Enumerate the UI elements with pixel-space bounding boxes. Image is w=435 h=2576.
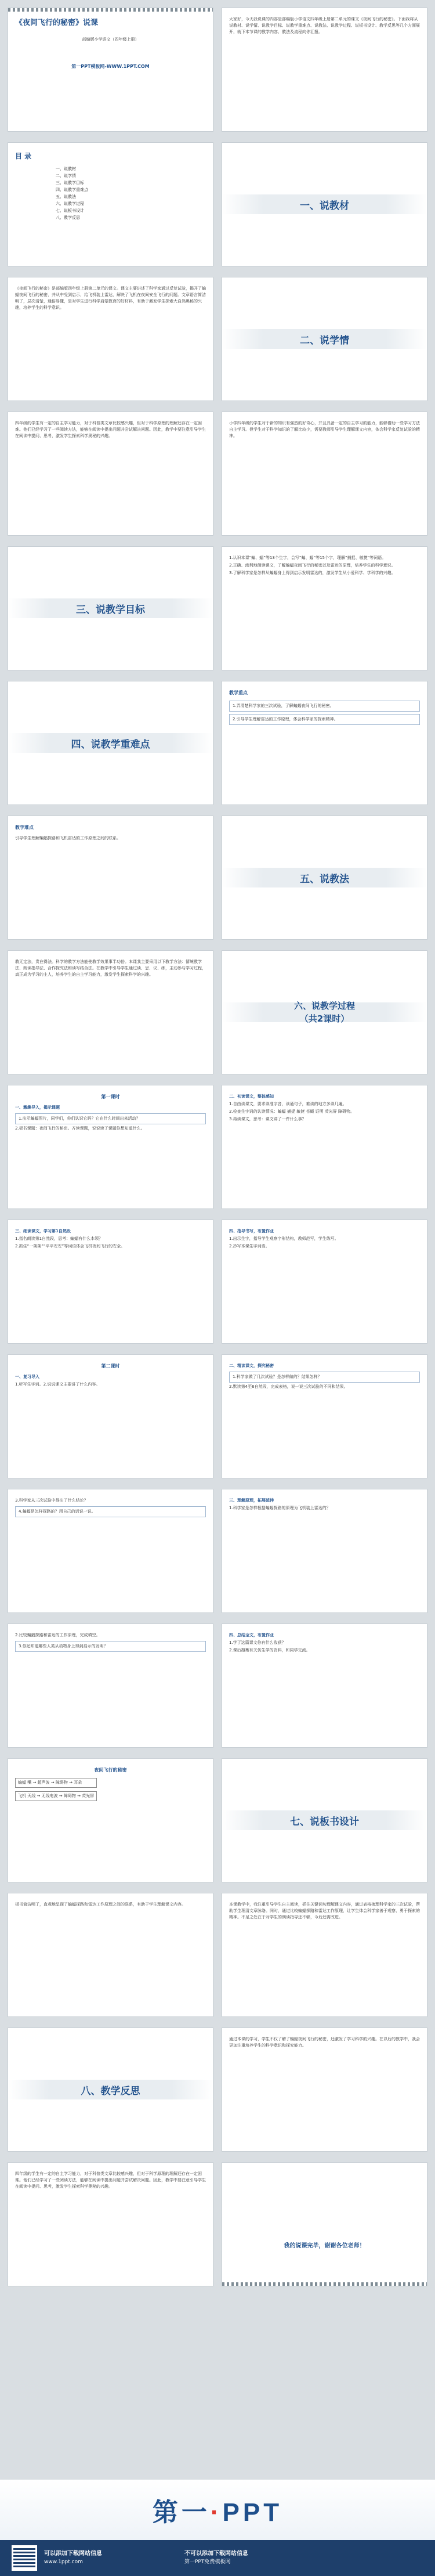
toc-item: 七、说板书设计 xyxy=(56,208,84,213)
slide-section-5 xyxy=(222,816,427,939)
step-text: 1.科学家做了几次试验？是怎样做的？结果怎样？ xyxy=(229,1372,420,1383)
slide-section-4 xyxy=(8,681,213,804)
slide-thanks xyxy=(222,2163,427,2286)
section-title: 四、说教学重难点 xyxy=(71,738,150,751)
slide-study-2 xyxy=(222,412,427,535)
slide-reflect-3 xyxy=(8,2163,213,2286)
slide-grid xyxy=(8,8,427,2286)
step-title: 四、指导书写，布置作业 xyxy=(229,1229,274,1233)
method-text: 教无定法，贵在得法。科学的教学方法能使教学效果事半功倍。本课我主要采用以下教学方法：情境教学法、朗读指导法、合作探究法和读写结合法。在教学中引导学生通过读、思、议、练，主动参与学习过程，真正成为学习的主人，培养学生的自主学习能力，激发学生探索科学的兴趣。 xyxy=(15,959,206,977)
goal-item: 1.认识本课“蝙、蝠”等13个生字，会写“蝙、蝠”等15个字，理解“捕捉、敏捷”等词语。 xyxy=(229,555,386,560)
board-title: 夜间飞行的秘密 xyxy=(94,1767,127,1773)
step-text: 1.出示生字，指导学生观察字形结构，教师范写，学生练写。 xyxy=(229,1236,339,1241)
step-text: 1.科学家是怎样根据蝙蝠探路的原理为飞机装上雷达的？ xyxy=(229,1506,331,1510)
step-title: 三、理解原理，拓展延伸 xyxy=(229,1498,274,1503)
slide-process-8 xyxy=(222,1489,427,1612)
footer-left-sub: www.1ppt.com xyxy=(44,2559,83,2565)
goal-item: 3.了解科学家是怎样从蝙蝠身上得到启示发明雷达的，激发学生从小爱科学、学科学的兴趣。 xyxy=(229,571,396,575)
cover-subtitle: 部编版小学语文（四年级上册） xyxy=(82,37,139,42)
section-title: 五、说教法 xyxy=(300,873,349,885)
qr-code-icon xyxy=(12,2545,37,2571)
difficulty-text: 引导学生理解蝙蝠探路和飞机雷达的工作原理之间的联系。 xyxy=(15,836,121,840)
slide-material xyxy=(8,277,213,401)
step-text: 1.自由读课文，要求读准字音，读通句子，难读的地方多读几遍。 xyxy=(229,1102,347,1106)
slide-section-1 xyxy=(222,143,427,266)
step-text: 2.比较蝙蝠探路和雷达的工作原理，完成填空。 xyxy=(15,1633,100,1637)
slide-section-6 xyxy=(222,951,427,1074)
section-title: 八、教学反思 xyxy=(81,2085,140,2097)
slide-board xyxy=(8,1759,213,1882)
toc-item: 四、说教学重难点 xyxy=(56,187,88,192)
material-text: 《夜间飞行的秘密》是部编版四年级上册第二单元的课文。课文主要讲述了科学家通过反复试验，揭开了蝙蝠夜间飞行的秘密，并从中受到启示，给飞机装上雷达，解决了飞机在夜间安全飞行的问题。文章语言简洁明了，层次清楚，通俗易懂，是对学生进行科学启蒙教育的好材料，有助于激发学生探索大自然奥秘的兴趣，培养学生的科学意识。 xyxy=(15,286,206,310)
step-text: 2.检查生字词的认读情况：蝙蝠 捕捉 敏捷 苍蝇 证明 荧光屏 障碍物。 xyxy=(229,1109,355,1114)
step-text: 1.听写生字词。2.说说课文主要讲了什么内容。 xyxy=(15,1382,100,1387)
step-text: 3.再读课文，思考：课文讲了一件什么事？ xyxy=(229,1117,306,1121)
footer-right-title: 不可以添加下载网站信息 xyxy=(184,2550,248,2557)
board-diagram xyxy=(15,1778,206,1801)
step-title: 一、复习导入 xyxy=(15,1374,39,1379)
slide-process-3 xyxy=(8,1220,213,1343)
brand-logo: 第一·PPT xyxy=(152,2498,283,2527)
cover-site: 第一PPT模板网-WWW.1PPT.COM xyxy=(71,64,150,69)
step-text: 2.板书课题：夜间飞行的秘密。齐读课题，说说读了课题你想知道什么。 xyxy=(15,1126,145,1131)
study-text-2: 小学四年级的学生对于新的知识有强烈的好奇心，并且具备一定的自主学习的能力，能够借助一些学习方法自主学习。但学生对于科学知识的了解比较少，需要教师引导学生理解课文内容，体会科学家反复试验的精神。 xyxy=(229,421,420,438)
toc-item: 三、说教学目标 xyxy=(56,181,84,185)
step-text: 3.你还知道哪些人类从动物身上得到启示的发明？ xyxy=(15,1641,206,1652)
slide-process-7 xyxy=(8,1489,213,1612)
board-line: 蝙蝠 嘴 → 超声波 → 障碍物 → 耳朵 xyxy=(15,1778,97,1788)
step-text: 2.抄写本课生字词语。 xyxy=(229,1244,270,1249)
toc-title: 目 录 xyxy=(15,152,32,160)
section-title: 二、说学情 xyxy=(300,334,349,347)
toc-item: 一、说教材 xyxy=(56,167,76,171)
step-text: 3.科学家从三次试验中得出了什么结论？ xyxy=(15,1498,88,1503)
slide-process-5 xyxy=(8,1355,213,1478)
slide-difficulty xyxy=(8,816,213,939)
section-title: 七、说板书设计 xyxy=(290,1816,359,1828)
step-text: 2.抓住“一架架”“平平安安”等词语体会飞机夜间飞行的安全。 xyxy=(15,1244,125,1249)
footer-left-title: 可以添加下载网站信息 xyxy=(44,2550,102,2557)
section-title: 三、说教学目标 xyxy=(76,604,145,616)
step-text: 1.指名朗读第1自然段，思考：蝙蝠有什么本领？ xyxy=(15,1236,103,1241)
section-title: 六、说教学过程 xyxy=(293,1001,355,1011)
board-text: 板书简洁明了，直观地呈现了蝙蝠探路和雷达工作原理之间的联系，有助于学生理解课文内容。 xyxy=(15,1902,186,1907)
slide-reflect-1 xyxy=(222,1893,427,2016)
step-title: 二、精读课文，探究秘密 xyxy=(229,1363,274,1368)
footer-right-sub: 第一PPT免费模板网 xyxy=(184,2559,231,2565)
board-line: 飞机 天线 → 无线电波 → 障碍物 → 荧光屏 xyxy=(15,1791,97,1801)
step-text: 2.课后搜集有关仿生学的资料，和同学交流。 xyxy=(229,1648,310,1653)
slide-method xyxy=(8,951,213,1074)
toc-item: 二、说学情 xyxy=(56,174,76,178)
slide-section-8 xyxy=(8,2028,213,2151)
step-text: 2.默读第4至6自然段，完成表格，说一说三次试验的不同和结果。 xyxy=(229,1384,348,1389)
slide-section-2 xyxy=(222,277,427,401)
toc-item: 五、说教法 xyxy=(56,194,76,199)
keypoint-text: 1.弄清楚科学家的三次试验，了解蝙蝠夜间飞行的秘密。 xyxy=(229,701,420,712)
study-text: 四年级的学生有一定的自主学习能力，对于科普类文章比较感兴趣，但对于科学原理的理解还存在一定困难。他们已经学习了一些阅读方法，能够在阅读中提出问题并尝试解决问题。因此，教学中要注意引导学生在阅读中提问、思考，激发学生探索科学奥秘的兴趣。 xyxy=(15,421,206,438)
slide-study xyxy=(8,412,213,535)
slide-process-1 xyxy=(8,1085,213,1208)
intro-text: 大家好，今天我说课的内容是部编版小学语文四年级上册第二单元的课文《夜间飞行的秘密》。下面我将从说教材、说学情、说教学目标、说教学重难点、说教法、说教学过程、说板书设计、教学反思等几个方面展开，就下本节课的教学内容、教法及流程向你汇报。 xyxy=(229,17,420,34)
toc-item: 八、教学反思 xyxy=(56,215,80,220)
slide-reflect-2 xyxy=(222,2028,427,2151)
reflect-text: 本课教学中，我注重引导学生自主阅读，抓住关键词句理解课文内容，通过表格梳理科学家的三次试验，帮助学生理清文章脉络。同时，通过比较蝙蝠探路和雷达工作原理，让学生体会科学家善于观察、勇于探索的精神。不足之处在于对学生的朗读指导还不够，今后还需改进。 xyxy=(229,1902,420,1920)
section-title: 一、说教材 xyxy=(300,200,349,212)
reflect-text: 四年级的学生有一定的自主学习能力，对于科普类文章比较感兴趣，但对于科学原理的理解还存在一定困难。他们已经学习了一些阅读方法，能够在阅读中提出问题并尝试解决问题。因此，教学中要注意引导学生在阅读中提问、思考，激发学生探索科学奥秘的兴趣。 xyxy=(15,2171,206,2189)
slide-cover xyxy=(8,8,213,131)
step-title: 一、激趣导入，揭示课题 xyxy=(15,1105,60,1110)
thanks-text: 我的说课完毕，谢谢各位老师！ xyxy=(284,2243,365,2249)
slide-toc xyxy=(8,143,213,266)
step-title: 四、总结全文，布置作业 xyxy=(229,1633,274,1637)
slide-process-10 xyxy=(222,1624,427,1747)
slide-board-note xyxy=(8,1893,213,2016)
slide-process-2 xyxy=(222,1085,427,1208)
toc-item: 六、说教学过程 xyxy=(56,201,84,206)
keypoint-title: 教学重点 xyxy=(229,690,248,695)
slide-section-7 xyxy=(222,1759,427,1882)
slide-process-4 xyxy=(222,1220,427,1343)
cover-title: 《夜间飞行的秘密》说课 xyxy=(15,19,99,27)
step-text: 1.出示蝙蝠图片，同学们，你们认识它吗？它在什么时间出来活动？ xyxy=(15,1113,206,1124)
footer-banner xyxy=(0,2480,435,2576)
reflect-text: 通过本课的学习，学生不仅了解了蝙蝠夜间飞行的秘密，还激发了学习科学的兴趣。在以后的教学中，我会更加注重培养学生的科学意识和探究能力。 xyxy=(229,2037,420,2048)
goal-item: 2.正确、流利地朗读课文，了解蝙蝠夜间飞行的秘密以及雷达的原理，培养学生的科学意识。 xyxy=(229,563,396,568)
step-title: 二、初读课文，整体感知 xyxy=(229,1094,274,1099)
slide-process-9 xyxy=(8,1624,213,1747)
section-subtitle: （共2课时） xyxy=(299,1013,350,1024)
step-text: 4.蝙蝠是怎样探路的？用自己的话说一说。 xyxy=(15,1506,206,1517)
step-text: 1.学了这篇课文你有什么收获？ xyxy=(229,1640,286,1645)
slide-section-3 xyxy=(8,547,213,670)
slide-goals xyxy=(222,547,427,670)
keypoint-text: 2.引导学生理解雷达的工作原理，体会科学家的探索精神。 xyxy=(229,714,420,725)
lesson-title: 第一课时 xyxy=(101,1094,120,1099)
difficulty-title: 教学难点 xyxy=(15,825,34,830)
slide-intro xyxy=(222,8,427,131)
slide-process-6 xyxy=(222,1355,427,1478)
step-title: 三、细读课文，学习第1自然段 xyxy=(15,1229,71,1233)
slide-keypoint xyxy=(222,681,427,804)
lesson-title: 第二课时 xyxy=(101,1363,120,1369)
